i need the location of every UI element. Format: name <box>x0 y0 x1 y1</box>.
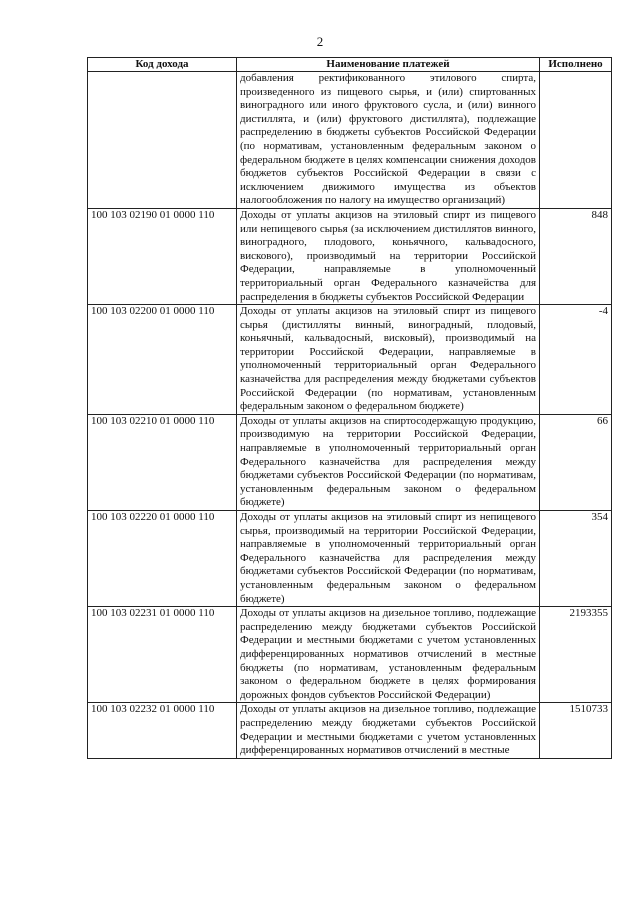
row-amount <box>540 72 612 209</box>
row-name: Доходы от уплаты акцизов на дизельное топливо, подлежащие распределению между бюджетами субъектов Российской Федерации и местными бюджетами с учетом установленных дифференцированных нормативов отчислений в местные <box>237 703 540 758</box>
row-name: Доходы от уплаты акцизов на дизельное топливо, подлежащие распределению между бюджетами субъектов Российской Федерации и местными бюджетами с учетом установленных дифференцированных нормативов отчислений в местные бюджеты (по нормативам, установленным федеральным законом о федеральном бюджете в целях формирования дорожных фондов субъектов Российской Федерации) <box>237 607 540 703</box>
row-amount: 66 <box>540 414 612 510</box>
row-code: 100 103 02220 01 0000 110 <box>88 511 237 607</box>
row-name: Доходы от уплаты акцизов на спиртосодержащую продукцию, производимую на территории Российской Федерации, направляемые в уполномоченный территориальный орган Федерального казначейства для распределения между бюджетами субъектов Российской Федерации (по нормативам, установленным федеральным законом о федеральном бюджете) <box>237 414 540 510</box>
row-code: 100 103 02210 01 0000 110 <box>88 414 237 510</box>
table-row <box>88 72 612 209</box>
table-row <box>88 414 612 510</box>
row-name: Доходы от уплаты акцизов на этиловый спирт из непищевого сырья, производимый на территории Российской Федерации, направляемые в уполномоченный территориальный орган Федерального казначейства для распределения между бюджетами субъектов Российской Федерации (по нормативам, установленным федеральным законом о федеральном бюджете) <box>237 511 540 607</box>
row-name: Доходы от уплаты акцизов на этиловый спирт из пищевого или непищевого сырья (за исключением дистиллятов винного, виноградного, плодового, коньячного, кальвадосного, вискового), производимый на территории Российской Федерации, направляемые в уполномоченный территориальный орган Федерального казначейства для распределения в бюджеты субъектов Российской Федерации <box>237 208 540 304</box>
page-number: 2 <box>316 34 324 49</box>
row-code: 100 103 02200 01 0000 110 <box>88 305 237 415</box>
row-amount: 354 <box>540 511 612 607</box>
row-code <box>88 72 237 209</box>
revenue-table <box>87 57 612 759</box>
table-row <box>88 703 612 758</box>
row-code: 100 103 02232 01 0000 110 <box>88 703 237 758</box>
header-name: Наименование платежей <box>237 58 540 72</box>
header-code: Код дохода <box>88 58 237 72</box>
table-row <box>88 511 612 607</box>
row-name: Доходы от уплаты акцизов на этиловый спирт из пищевого сырья (дистилляты винный, виноградный, плодовый, коньячный, кальвадосный, висковый), производимый на территории Российской Федерации, направляемые в уполномоченный территориальный орган Федерального казначейства для распределения между бюджетами субъектов Российской Федерации (по нормативам, установленным федеральным законом о федеральном бюджете) <box>237 305 540 415</box>
row-amount: -4 <box>540 305 612 415</box>
table-row <box>88 208 612 304</box>
row-code: 100 103 02231 01 0000 110 <box>88 607 237 703</box>
table-row <box>88 607 612 703</box>
table-row <box>88 305 612 415</box>
header-amount: Исполнено <box>540 58 612 72</box>
row-amount: 2193355 <box>540 607 612 703</box>
row-amount: 848 <box>540 208 612 304</box>
table-header <box>88 58 612 72</box>
row-name: добавления ректификованного этилового спирта, произведенного из пищевого сырья, и (или) спиртованных виноградного или иного фруктового сусла, и (или) винного дистиллята, и (или) фруктового дистиллята), подлежащие распределению в бюджеты субъектов Российской Федерации (по нормативам, установленным федеральным законом о федеральном бюджете в целях компенсации снижения доходов бюджетов субъектов Российской Федерации в связи с исключением движимого имущества из объектов налогообложения по налогу на имущество организаций) <box>237 72 540 209</box>
row-code: 100 103 02190 01 0000 110 <box>88 208 237 304</box>
row-amount: 1510733 <box>540 703 612 758</box>
